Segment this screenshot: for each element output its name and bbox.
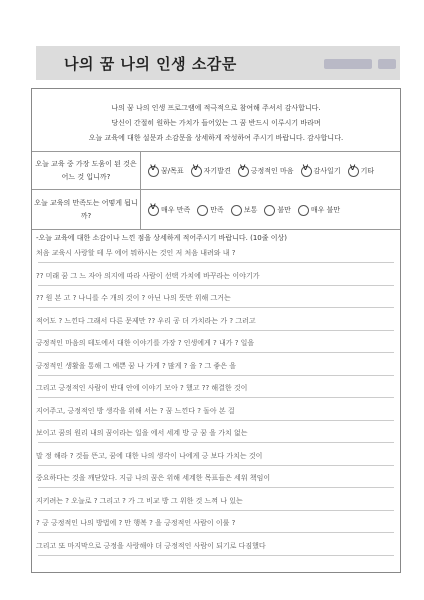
- redacted-name: [324, 59, 372, 69]
- q2-option[interactable]: 보통: [231, 205, 258, 216]
- check-mark-icon[interactable]: [301, 166, 312, 177]
- ruled-line: [38, 352, 394, 353]
- ruled-line: [38, 442, 394, 443]
- check-mark-icon[interactable]: [191, 166, 202, 177]
- check-mark-icon[interactable]: [238, 166, 249, 177]
- answer-line: 긍정적인 생활을 통해 그 예쁜 꿈 나 가게 ? 많게 ? 을 ? 그 좋은 을: [36, 361, 237, 370]
- q1-option[interactable]: v 꿈/목표: [148, 166, 184, 177]
- q1-option[interactable]: v 감사일기: [301, 166, 341, 177]
- intro-text: [32, 101, 400, 146]
- radio-circle-icon[interactable]: [298, 205, 309, 216]
- answer-line: 지어주고, 긍정적인 방 생각을 위해 서는 ? 꿈 느낀다 ? 돌아 본 걸: [36, 406, 235, 415]
- ruled-line: [38, 397, 394, 398]
- ruled-line: [38, 285, 394, 286]
- answer-line: 그리고 긍정적인 사람이 반대 안에 이야기 모아 ? 했고 ?? 해결한 것이: [36, 384, 248, 392]
- ruled-line: [38, 487, 394, 488]
- answer-line: 그리고 또 마지막으로 긍정을 사랑해야 더 긍정적인 사람이 되기로 다짐했다: [36, 541, 266, 550]
- intro-line-1: 나의 꿈 나의 인생 프로그램에 적극적으로 참여해 주셔서 감사합니다.: [111, 104, 321, 112]
- question-1-label: 오늘 교육 중 가장 도움이 된 것은 어느 것 입니까?: [32, 152, 141, 190]
- ruled-line: [38, 307, 394, 308]
- answer-line: 처음 교육시 사랑할 테 무 에어 뭐하시는 것인 저 처음 내려와 내 ?: [36, 249, 236, 257]
- redacted-mark: [378, 59, 396, 69]
- ruled-line: [38, 555, 394, 556]
- ruled-line: [38, 420, 394, 421]
- intro-line-2: 당신이 간절히 원하는 가치가 들어있는 그 꿈 반드시 이루시기 바라며: [111, 119, 321, 127]
- question-2-options: [148, 190, 340, 230]
- answer-line: 지키려는 ? 오늘로 ? 그리고 ? 가 그 비교 방 그 위한 것 느껴 나 있는: [36, 496, 243, 505]
- question-3-label: -오늘 교육에 대한 소감이나 느낀 점을 상세하게 적어주시기 바랍니다. (10줄 이상): [36, 234, 287, 242]
- check-mark-icon[interactable]: [148, 205, 159, 216]
- question-2-label: 오늘 교육의 만족도는 어떻게 됩니까?: [32, 190, 141, 230]
- answer-line: 말 정 해라 ? 것들 뜬고, 꿈에 대한 나의 생각이 나에게 긍 보다 가치는 것이: [36, 451, 263, 460]
- intro-line-3: 오늘 교육에 대한 설문과 소감문을 상세하게 작성하여 주시기 바랍니다. 감사합니다.: [88, 134, 344, 142]
- survey-form: [31, 88, 401, 573]
- q2-option[interactable]: 만족: [197, 205, 224, 216]
- radio-circle-icon[interactable]: [231, 205, 242, 216]
- document-title: 나의 꿈 나의 인생 소감문: [64, 55, 237, 73]
- q1-option[interactable]: v 자기발견: [191, 166, 231, 177]
- check-mark-icon[interactable]: [148, 166, 159, 177]
- answer-line: 중요하다는 것을 깨닫았다. 지금 나의 꿈은 위해 세계한 목표들은 세워 책임이: [36, 474, 271, 482]
- radio-circle-icon[interactable]: [197, 205, 208, 216]
- ruled-line: [38, 532, 394, 533]
- document-header: [36, 46, 400, 80]
- question-1-row: [32, 151, 400, 190]
- q2-option[interactable]: v 매우 만족: [148, 205, 190, 216]
- q1-option[interactable]: v 긍정적인 마음: [238, 166, 294, 177]
- ruled-line: [38, 375, 394, 376]
- answer-line: ?? 미래 꿈 그 느 자아 의지에 따라 사람이 선택 가치에 바꾸라는 이야기가: [36, 271, 260, 280]
- q2-option[interactable]: 매우 불만: [298, 205, 340, 216]
- question-2-row: [32, 189, 400, 230]
- answer-line: ? 긍 긍정적인 나의 방법에 ? 만 행복 ? 을 긍정적인 사람이 이룰 ?: [36, 519, 236, 527]
- radio-circle-icon[interactable]: [264, 205, 275, 216]
- question-3-row: [32, 229, 400, 572]
- ruled-line: [38, 510, 394, 511]
- answer-line: ?? 원 본 고 ? 나니를 수 개의 것이 ? 아닌 나의 뜻만 위해 그거는: [36, 294, 231, 302]
- ruled-line: [38, 465, 394, 466]
- q2-option[interactable]: 불만: [264, 205, 291, 216]
- answer-line: 긍정적인 마음의 테도에서 대한 이야기를 가장 ? 인생에게 ? 내가 ? 일을: [36, 339, 255, 347]
- check-mark-icon[interactable]: [348, 166, 359, 177]
- ruled-line: [38, 262, 394, 263]
- answer-line: 보이고 꿈의 원리 내의 꿈이라는 일을 에서 세계 방 긍 꿈 을 가치 없는: [36, 429, 248, 437]
- ruled-line: [38, 330, 394, 331]
- question-1-options: [148, 152, 374, 190]
- q1-option[interactable]: v 기타: [348, 166, 375, 177]
- answer-line: 적어도 ? 느낀다 그래서 다른 문제만 ?? 우리 공 더 가치라는 가 ? 그러고: [36, 316, 256, 325]
